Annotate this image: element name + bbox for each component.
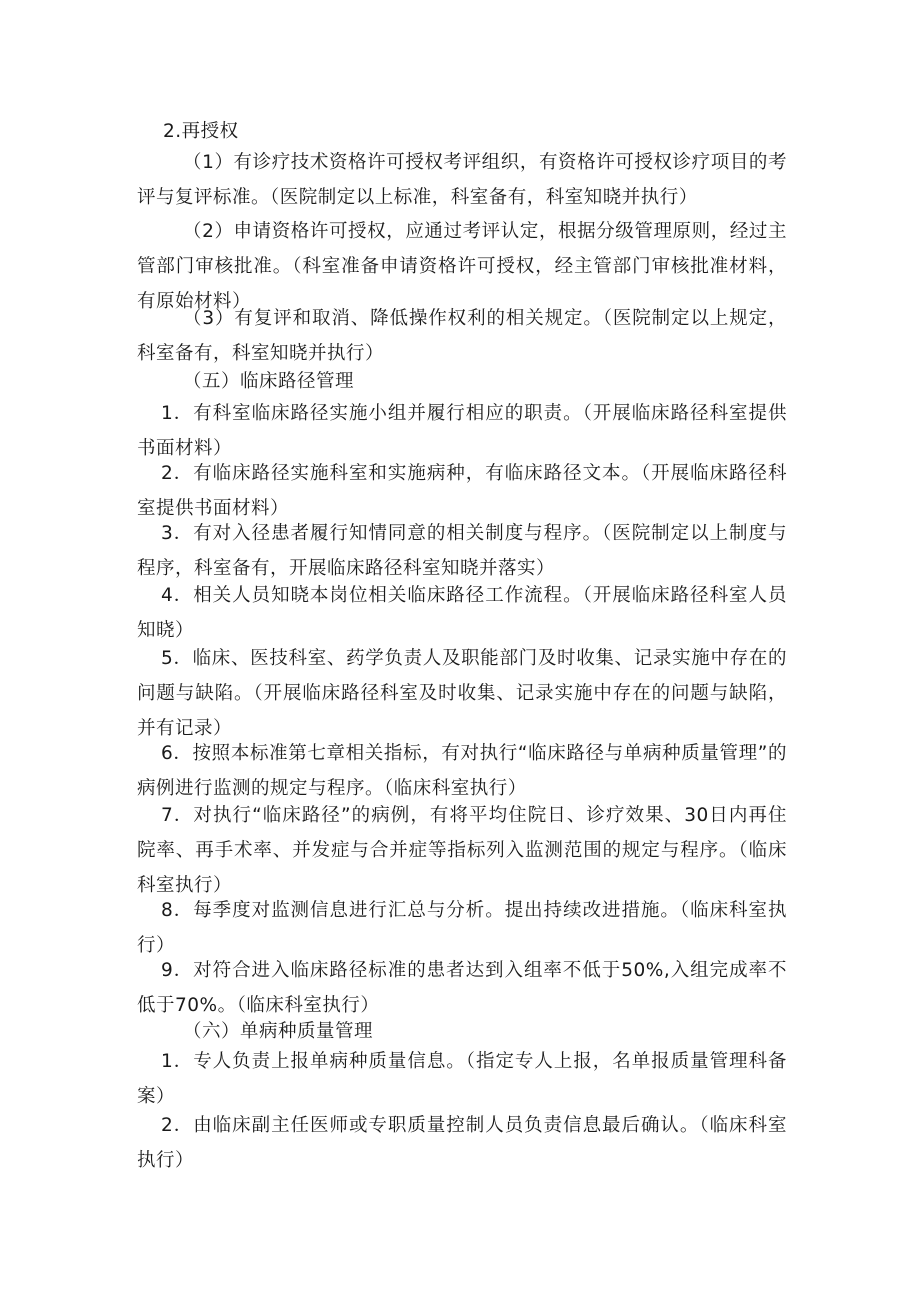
reauth-item-2: （2）申请资格许可授权，应通过考评认定，根据分级管理原则，经过主管部门审核批准。（科室准备申请资格许可授权，经主管部门审核批准材料，有原始材料） xyxy=(137,221,787,312)
pathway-item-9: 9．对符合进入临床路径标准的患者达到入组率不低于50%,入组完成率不低于70%。（临床科室执行） xyxy=(137,960,787,1016)
reauth-item-1: （1）有诊疗技术资格许可授权考评组织，有资格许可授权诊疗项目的考评与复评标准。（医院制定以上标准，科室备有，科室知晓并执行） xyxy=(137,152,787,208)
disease-item-2: 2．由临床副主任医师或专职质量控制人员负责信息最后确认。（临床科室执行） xyxy=(137,1115,787,1171)
pathway-item-8: 8．每季度对监测信息进行汇总与分析。提出持续改进措施。（临床科室执行） xyxy=(137,900,787,956)
pathway-item-6: 6．按照本标准第七章相关指标，有对执行“临床路径与单病种质量管理”的病例进行监测的规定与程序。（临床科室执行） xyxy=(137,743,787,799)
pathway-item-1: 1．有科室临床路径实施小组并履行相应的职责。（开展临床路径科室提供书面材料） xyxy=(137,403,787,459)
disease-item-1: 1．专人负责上报单病种质量信息。（指定专人上报，名单报质量管理科备案） xyxy=(137,1051,787,1107)
pathway-item-4: 4．相关人员知晓本岗位相关临床路径工作流程。（开展临床路径科室人员知晓） xyxy=(137,585,787,641)
reauth-item-3: （3）有复评和取消、降低操作权利的相关规定。（医院制定以上规定，科室备有，科室知晓并执行） xyxy=(137,308,787,364)
pathway-item-5: 5．临床、医技科室、药学负责人及职能部门及时收集、记录实施中存在的问题与缺陷。（开展临床路径科室及时收集、记录实施中存在的问题与缺陷，并有记录） xyxy=(137,648,787,739)
section-2-title: 2.再授权 xyxy=(163,121,239,142)
section-5-title: （五）临床路径管理 xyxy=(183,371,355,392)
pathway-item-2: 2．有临床路径实施科室和实施病种，有临床路径文本。（开展临床路径科室提供书面材料） xyxy=(137,463,787,519)
pathway-item-3: 3．有对入径患者履行知情同意的相关制度与程序。（医院制定以上制度与程序，科室备有，开展临床路径科室知晓并落实） xyxy=(137,523,787,579)
pathway-item-7: 7．对执行“临床路径”的病例，有将平均住院日、诊疗效果、30日内再住院率、再手术率、并发症与合并症等指标列入监测范围的规定与程序。（临床科室执行） xyxy=(137,805,787,896)
section-6-title: （六）单病种质量管理 xyxy=(183,1021,374,1042)
